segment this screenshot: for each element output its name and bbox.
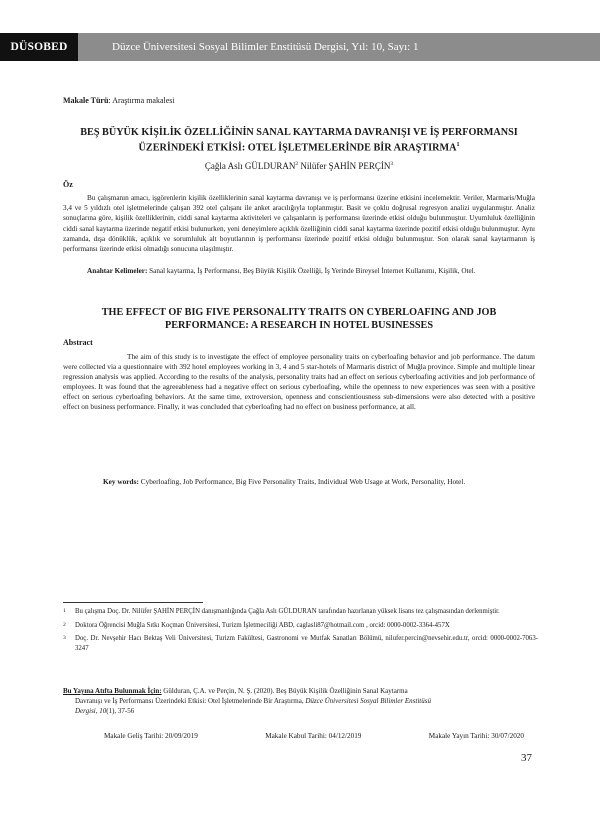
footnote-1: [63, 607, 538, 617]
author-1: Çağla Aslı GÜLDURAN: [204, 161, 296, 171]
footnote-3-text: Doç. Dr. Nevşehir Hacı Bektaş Veli Üniversitesi, Turizm Fakültesi, Gastronomi ve Mutfak Sanatları Bölümü, nilufer.percin@nevsehir.edu.tr, orcid: 0000-0002-7063-3247: [75, 635, 538, 652]
footnote-1-number: 1: [63, 608, 66, 614]
authors: [60, 161, 538, 171]
citation-block: [63, 686, 541, 716]
footnote-3-number: 3: [63, 635, 66, 642]
citation-line-2: [63, 696, 541, 706]
oz-heading: Öz: [63, 180, 73, 189]
date-received: Makale Geliş Tarihi: 20/09/2019: [104, 732, 198, 740]
keywords-english-label: Key words:: [103, 477, 139, 486]
citation-issue-pages: (1), 37-56: [106, 707, 135, 715]
journal-header-bar: [0, 33, 600, 61]
page-number: 37: [521, 752, 532, 764]
footnote-1-text: Bu çalışma Doç. Dr. Nilüfer ŞAHİN PERÇİN danışmanlığında Çağla Aslı GÜLDURAN tarafından hazırlanan yüksek lisans tez çalışmasından derlenmiştir.: [75, 608, 500, 615]
title-turkish: [60, 126, 538, 154]
date-accepted: Makale Kabul Tarihi: 04/12/2019: [265, 732, 362, 740]
citation-line-3: [63, 706, 541, 716]
journal-badge: DÜSOBED: [0, 33, 78, 61]
citation-line-1: Gülduran, Ç.A. ve Perçin, N. Ş. (2020). Beş Büyük Kişilik Özelliğinin Sanal Kaytarma: [163, 687, 408, 695]
footnote-2-text: Doktora Öğrencisi Muğla Sıtkı Koçman Üniversitesi, Turizm İşletmeciliği ABD, caglasli87@hotmail.com , orcid: 0000-0002-3364-457X: [75, 621, 450, 629]
author-2: Nilüfer ŞAHİN PERÇİN: [300, 161, 391, 171]
footnote-divider: [63, 602, 203, 603]
title-english: THE EFFECT OF BIG FIVE PERSONALITY TRAITS ON CYBERLOAFING AND JOB PERFORMANCE: A RESEARCH IN HOTEL BUSINESSES: [101, 307, 497, 331]
date-published: Makale Yayın Tarihi: 30/07/2020: [428, 732, 524, 740]
author-1-marker: 2: [295, 161, 299, 167]
abstract-english: The aim of this study is to investigate the effect of employee personality traits on cyberloafing behavior and job performance. The datum were collected via a questionnaire with 392 hotel employees working in 3, 4 and 5 star-hotels of Marmaris district of Muğla province. Simple and multiple linear regression analysis was applied. According to the results of the analysis, personality traits had an effect on serious cyberloafing activities and job performance of employees. It was found that the agreeableness had a negative effect on serious cyberloafing, while the openness to new experiences was seen with a positive effect on serious cyberloafing behaviors. At the same time, extroversion, openness and conscientiousness sub-dimensions were also detected with a positive effect on business performance. Finally, it was concluded that cyberloafing had no effect on business performance, at all.: [63, 352, 535, 412]
citation-journal-2: Dergisi: [75, 707, 96, 715]
footnotes: [63, 607, 538, 657]
author-2-marker: 3: [390, 161, 394, 167]
article-dates: [104, 732, 524, 740]
article-type: [63, 96, 175, 105]
footnote-2: [63, 621, 538, 631]
footnote-3: [63, 634, 538, 653]
abstract-turkish: Bu çalışmanın amacı, işgörenlerin kişilik özelliklerinin sanal kaytarma davranışı ve iş performansı üzerine etkisini incelemektir. Veriler, Marmaris/Muğla 3,4 ve 5 yıldızlı otel işletmelerinde çalışan 392 otel çalışanı ile anket aracılığıyla toplanmıştır. Basit ve çoklu doğrusal regresyon analizi uygulanmıştır. Analiz sonuçlarına göre, kişilik özelliklerinin, ciddi sanal kaytarma aktiviteleri ve çalışanların iş performansı üzerinde etkisi olduğu bulunmuştur. Uyumluluk özelliğinin ciddi sanal kaytarma üzerinde negatif etkisi bulunurken, yeni deneyimlere açıklık özelliğinin ciddi sanal kaytarma üzerinde pozitif etkisi olduğu bulunmuştur. Aynı zamanda, dışa dönüklük, açıklık ve sorumluluk alt boyutlarının iş performansı üzerinde pozitif etkisi olduğu bulunmuştur. Son olarak sanal kaytarmanın iş performansı üzerinde etkisi olmadığı sonucuna ulaşılmıştır.: [63, 194, 535, 254]
keywords-english-value: Cyberloafing, Job Performance, Big Five Personality Traits, Individual Web Usage at Work, Personality, Hotel.: [140, 477, 466, 486]
keywords-english: [63, 477, 535, 487]
citation-volume: , 10: [95, 707, 107, 715]
article-type-label: Makale Türü: [63, 96, 109, 105]
title-turkish-text: BEŞ BÜYÜK KİŞİLİK ÖZELLİĞİNİN SANAL KAYTARMA DAVRANIŞI VE İŞ PERFORMANSI ÜZERİNDEKİ ETKİSİ: OTEL İŞLETMELERİNDE BİR ARAŞTIRMA: [80, 127, 518, 154]
keywords-turkish: [63, 266, 535, 276]
keywords-turkish-label: Anahtar Kelimeler:: [87, 267, 148, 275]
citation-title-cont: Davranışı ve İş Performansı Üzerindeki Etkisi: Otel İşletmelerinde Bir Araştırma,: [75, 697, 304, 705]
article-type-value: : Araştırma makalesi: [108, 96, 175, 105]
footnote-2-number: 2: [63, 621, 66, 628]
journal-name: Düzce Üniversitesi Sosyal Bilimler Enstitüsü Dergisi, Yıl: 10, Sayı: 1: [112, 41, 419, 53]
title-footnote-marker: 1: [456, 142, 460, 148]
abstract-heading: Abstract: [63, 338, 93, 347]
keywords-turkish-value: Sanal kaytarma, İş Performansı, Beş Büyük Kişilik Özelliği, İş Yerinde Bireysel İnternet Kullanımı, Kişilik, Otel.: [149, 267, 476, 275]
citation-journal: Düzce Üniversitesi Sosyal Bilimler Enstitüsü: [305, 697, 431, 705]
citation-label: Bu Yayına Atıfta Bulunmak İçin:: [63, 687, 162, 695]
